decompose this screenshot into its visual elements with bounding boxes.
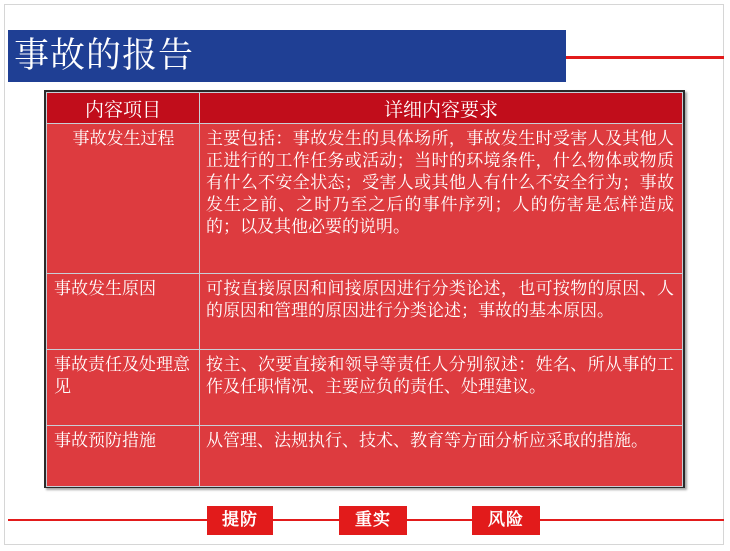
row-item: 事故责任及处理意见 <box>47 350 200 426</box>
content-table-container <box>44 90 685 488</box>
row-item: 事故发生原因 <box>47 274 200 350</box>
header-detail: 详细内容要求 <box>200 93 683 124</box>
tag-tifang: 提防 <box>207 506 273 535</box>
header-item: 内容项目 <box>47 93 200 124</box>
tag-zhongshi: 重实 <box>339 506 407 535</box>
table-header-row <box>47 93 683 124</box>
table-row <box>47 426 683 487</box>
tag-fengxian: 风险 <box>472 506 540 535</box>
title-accent-line <box>566 56 724 59</box>
table-row <box>47 350 683 426</box>
row-detail: 主要包括：事故发生的具体场所，事故发生时受害人及其他人正进行的工作任务或活动；当时的环境条件，什么物体或物质有什么不安全状态；受害人或其他人有什么不安全行为；事故发生之前、之时乃至之后的事件序列；人的伤害是怎样造成的；以及其他必要的说明。 <box>200 124 683 274</box>
row-detail: 从管理、法规执行、技术、教育等方面分析应采取的措施。 <box>200 426 683 487</box>
slide-title: 事故的报告 <box>14 36 195 76</box>
table-row <box>47 274 683 350</box>
row-detail: 按主、次要直接和领导等责任人分别叙述：姓名、所从事的工作及任职情况、主要应负的责任、处理建议。 <box>200 350 683 426</box>
content-table <box>46 92 683 487</box>
table-row <box>47 124 683 274</box>
row-detail: 可按直接原因和间接原因进行分类论述，也可按物的原因、人的原因和管理的原因进行分类论述；事故的基本原因。 <box>200 274 683 350</box>
row-item: 事故发生过程 <box>47 124 200 274</box>
row-item: 事故预防措施 <box>47 426 200 487</box>
